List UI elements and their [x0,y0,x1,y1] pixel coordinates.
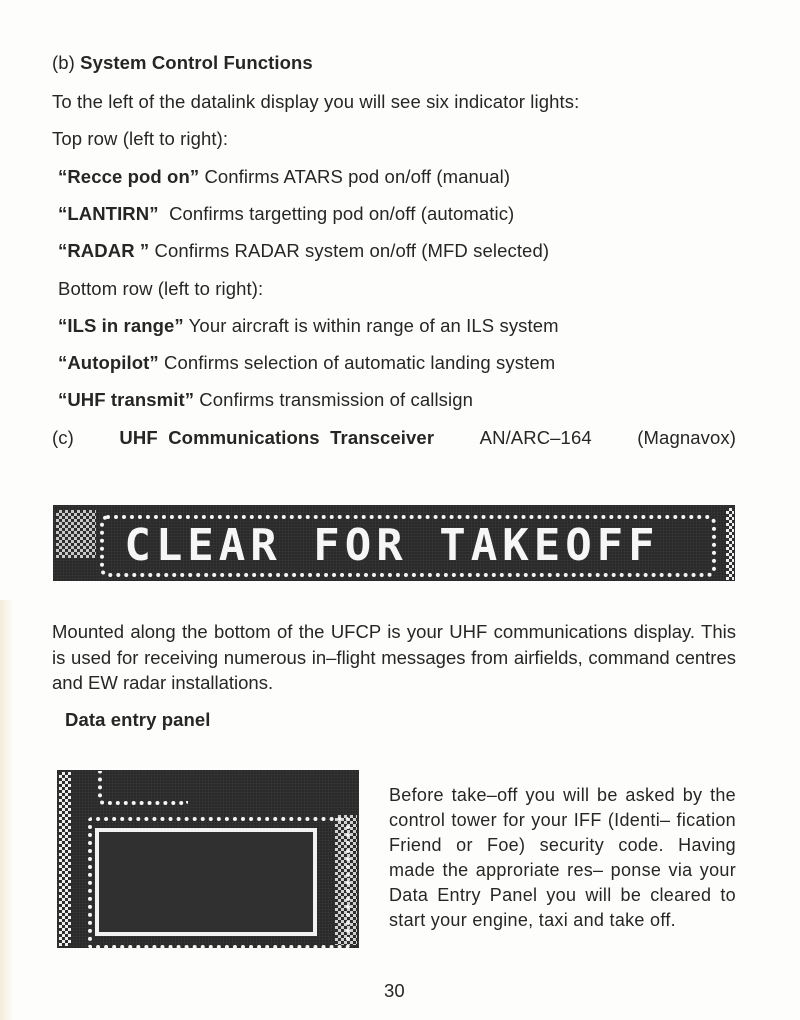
section-c-model: AN/ARC–164 [479,427,592,448]
indicator-name: “RADAR ” [58,240,150,261]
indicator-name: “ILS in range” [58,315,184,336]
indicator-desc: Confirms ATARS pod on/off (manual) [199,166,511,187]
indicator-desc: Confirms RADAR system on/off (MFD selected) [149,240,550,261]
indicator-ils-in-range [58,315,559,337]
section-b-title: System Control Functions [80,52,313,73]
indicator-desc: Your aircraft is within range of an ILS system [183,315,559,336]
section-b-heading [52,52,313,74]
section-c-heading [52,427,736,449]
top-row-label: Top row (left to right): [52,128,229,149]
indicator-name: “UHF transmit” [58,389,195,410]
data-entry-description: Before take–off you will be asked by the control tower for your IFF (Identi– fication Friend or Foe) security code. Having made the approriate res– ponse via your Data Entry Panel you will be cleared to start your engine, taxi and take off. [389,785,736,930]
page-edge-tint [0,600,14,1020]
section-c-title: UHF Communications Transceiver [119,427,435,448]
indicator-uhf-transmit [58,389,473,411]
section-b-intro: To the left of the datalink display you will see six indicator lights: [52,91,580,112]
indicator-name: “LANTIRN” [58,203,159,224]
indicator-radar [58,240,549,262]
uhf-display-message: CLEAR FOR TAKEOFF [124,520,660,571]
data-entry-left-pattern [59,772,71,946]
section-c-prefix: (c) [52,427,74,448]
uhf-description: Mounted along the bottom of the UFCP is your UHF communications display. This is used for receiving numerous in–flight messages from airfields, command centres and EW radar installations. [52,621,736,693]
indicator-desc: Confirms targetting pod on/off (automatic) [158,203,515,224]
data-entry-right-pattern [335,815,357,945]
section-c-maker: (Magnavox) [637,427,736,448]
indicator-recce-pod [58,166,510,188]
indicator-desc: Confirms transmission of callsign [194,389,473,410]
indicator-name: “Recce pod on” [58,166,200,187]
section-b-prefix: (b) [52,52,75,73]
indicator-lantirn [58,203,514,225]
indicator-autopilot [58,352,555,374]
data-entry-top-frame [98,771,188,805]
uhf-display-right-edge [726,508,734,580]
page-number: 30 [384,980,405,1001]
data-entry-input-box [95,828,317,936]
data-entry-heading: Data entry panel [65,709,211,730]
uhf-display-left-pattern [56,510,96,558]
bottom-row-label: Bottom row (left to right): [58,278,264,299]
indicator-desc: Confirms selection of automatic landing system [158,352,556,373]
indicator-name: “Autopilot” [58,352,159,373]
